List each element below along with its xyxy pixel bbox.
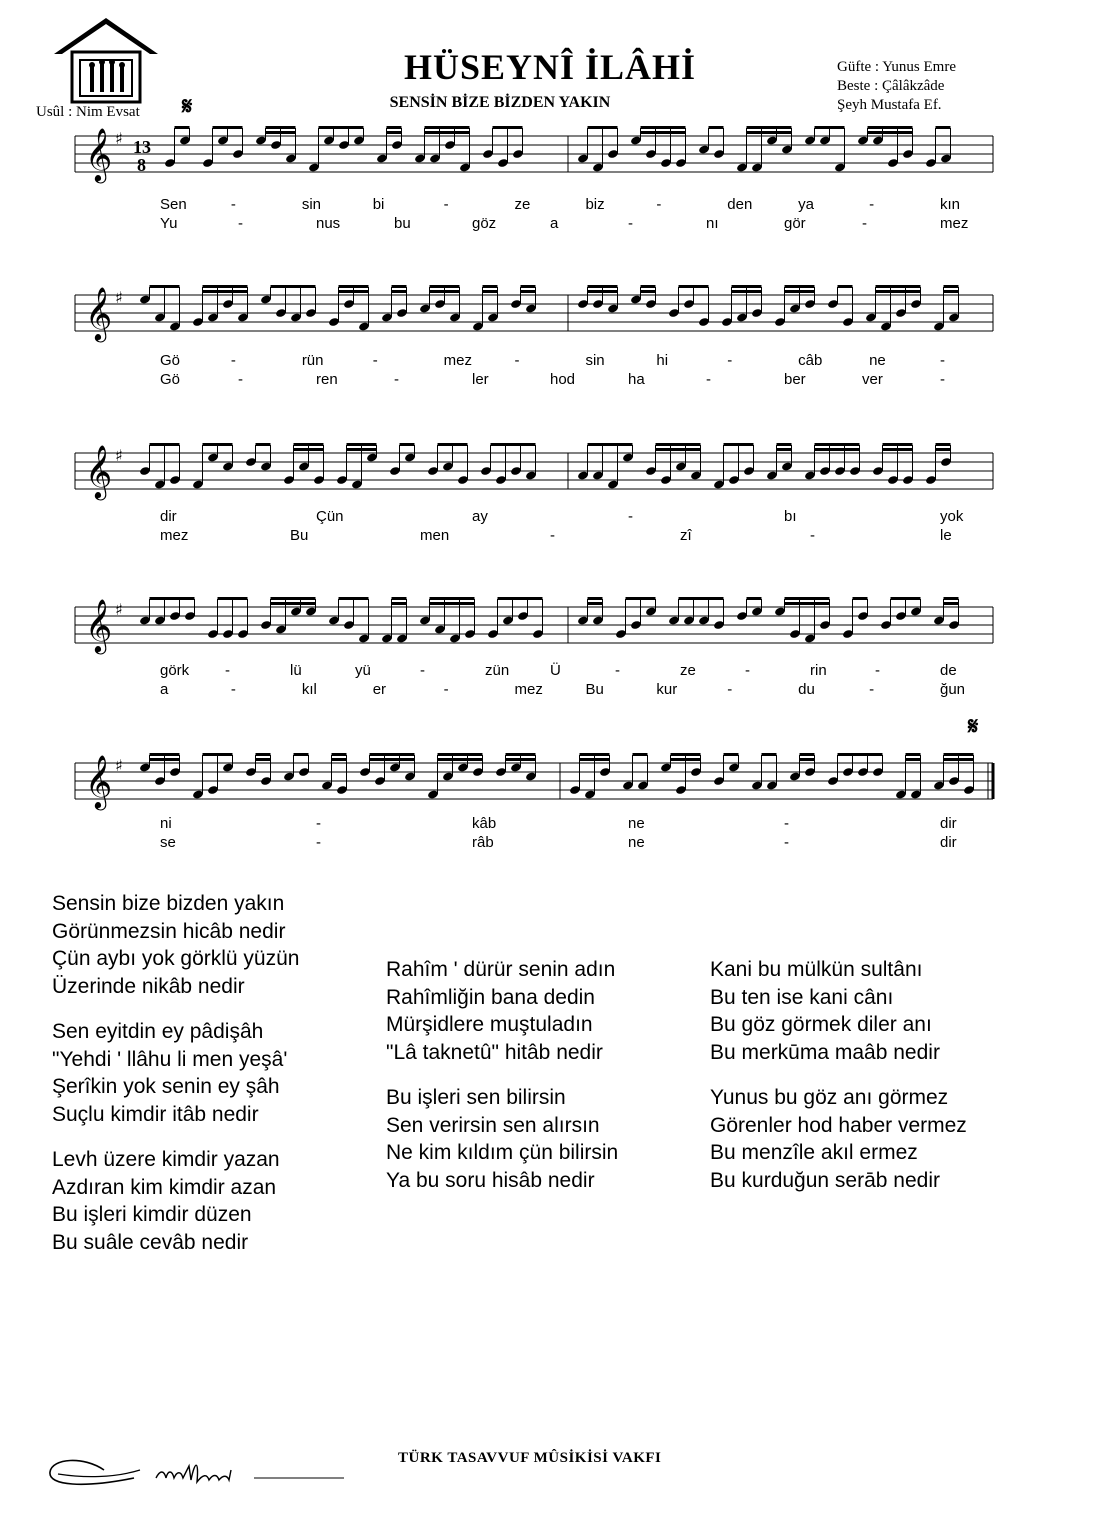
lyric-syllable: - (316, 815, 321, 832)
lyric-syllable: - (628, 215, 633, 232)
treble-clef-icon: 𝄞 (85, 127, 113, 181)
lyric-syllable: - (420, 662, 425, 679)
lyric-syllable: kur (656, 681, 678, 698)
lyric-syllable: - (514, 352, 520, 369)
treble-clef-icon: 𝄞 (85, 444, 113, 498)
time-signature-top: 13 (133, 137, 151, 157)
lyric-syllable: - (628, 508, 633, 525)
verse-line: "Lâ taknetû" hitâb nedir (386, 1040, 603, 1064)
segno-start: 𝄋 (182, 92, 193, 120)
lyric-syllable: kıl (301, 681, 317, 698)
lyric-syllable: mez (443, 352, 472, 369)
lyric-syllable: - (615, 662, 620, 679)
verse-line: Bu kurduğun serāb nedir (710, 1168, 940, 1192)
lyric-syllable: ne (628, 815, 645, 832)
signature (44, 1448, 354, 1498)
lyric-syllable: - (706, 371, 711, 388)
verse-line: Bu ten ise kani cânı (710, 985, 894, 1009)
verse-line: Şerîkin yok senin ey şâh (52, 1075, 280, 1098)
treble-clef-icon: 𝄞 (85, 754, 113, 808)
lyric-syllable: rün (301, 352, 324, 369)
page-title: HÜSEYNÎ İLÂHİ (403, 47, 697, 87)
lyric-syllable: ren (316, 371, 338, 388)
segno-end: 𝄋 (968, 712, 979, 740)
lyric-syllable: - (875, 662, 880, 679)
verse-line: Mürşidlere muştuladın (386, 1013, 593, 1036)
lyric-syllable: rin (810, 662, 827, 679)
lyric-syllable: mez (160, 527, 189, 544)
lyric-syllable: Ü (550, 662, 561, 679)
verse-line: Ya bu soru hisâb nedir (386, 1168, 595, 1192)
usul-label: Usûl : Nim Evsat (36, 104, 140, 120)
credit-composer-name: Şeyh Mustafa Ef. (837, 97, 942, 113)
lyric-syllable: - (316, 834, 321, 851)
lyric-syllable: - (443, 681, 449, 698)
lyric-syllable: yü (355, 662, 371, 679)
lyric-syllable: - (869, 681, 875, 698)
verse-line: Levh üzere kimdir yazan (52, 1148, 280, 1171)
lyric-syllable: zün (485, 662, 510, 679)
verse-line: Bu işleri sen bilirsin (386, 1086, 566, 1109)
key-sharp-icon: ♯ (115, 756, 123, 775)
lyric-syllable: - (550, 527, 555, 544)
verse-line: Suçlu kimdir itâb nedir (52, 1102, 259, 1126)
lyric-syllable: du (798, 681, 815, 698)
lyric-syllable: ler (472, 371, 489, 388)
lyric-syllable: - (238, 215, 243, 232)
page-subtitle: SENSİN BİZE BİZDEN YAKIN (389, 94, 611, 111)
lyric-syllable: ni (160, 815, 172, 832)
verse-line: Görünmezsin hicâb nedir (52, 919, 286, 943)
lyric-syllable: kın (940, 196, 961, 213)
lyric-syllable: - (784, 815, 789, 832)
lyric-syllable: görk (160, 662, 190, 679)
treble-clef-icon: 𝄞 (85, 598, 113, 652)
verse-line: Bu merkūma maâb nedir (710, 1040, 940, 1064)
lyric-syllable: - (372, 352, 378, 369)
lyric-syllable: - (869, 196, 875, 213)
lyric-syllable: - (940, 352, 945, 369)
verse-column-1 (52, 890, 299, 1256)
verse-line: Bu işleri kimdir düzen (52, 1203, 252, 1226)
lyric-syllable: - (656, 196, 662, 213)
lyric-syllable: Bu (585, 681, 604, 698)
key-sharp-icon: ♯ (115, 446, 123, 465)
lyric-syllable: ber (784, 371, 806, 388)
lyric-syllable: dir (160, 508, 177, 525)
lyric-syllable: mez (514, 681, 543, 698)
staff-row (0, 577, 1100, 697)
lyric-syllable: er (372, 681, 387, 698)
lyric-syllable: Bu (290, 527, 309, 544)
lyric-syllable: nı (706, 215, 719, 232)
lyric-syllable: ne (869, 352, 886, 369)
lyric-syllable: - (230, 681, 236, 698)
lyric-syllable: ğun (940, 681, 966, 698)
staff-row (0, 423, 1100, 543)
lyric-syllable: le (940, 527, 952, 544)
lyric-syllable: dir (940, 834, 957, 851)
lyric-syllable: Gö (160, 352, 181, 369)
verse-line: Azdıran kim kimdir azan (52, 1175, 277, 1199)
lyric-syllable: sin (585, 352, 605, 369)
lyric-syllable: se (160, 834, 176, 851)
lyric-syllable: ze (514, 196, 531, 213)
lyric-syllable: ha (628, 371, 645, 388)
lyric-syllable: men (420, 527, 450, 544)
lyric-syllable: râb (472, 834, 494, 851)
verse-line: Sen eyitdin ey pâdişâh (52, 1020, 264, 1043)
lyric-syllable: a (550, 215, 559, 232)
verse-line: Sensin bize bizden yakın (52, 892, 285, 915)
lyric-syllable: bı (784, 508, 797, 525)
lyric-syllable: - (727, 352, 733, 369)
credit-composer: Beste : Çâlâkzâde (837, 78, 945, 94)
lyric-syllable: - (784, 834, 789, 851)
verse-column-2 (386, 956, 618, 1194)
lyric-syllable: nus (316, 215, 341, 232)
lyric-syllable: biz (585, 196, 605, 213)
lyric-syllable: sin (301, 196, 321, 213)
verse-column-3 (710, 956, 967, 1194)
lyric-syllable: dir (940, 815, 957, 832)
lyric-syllable: - (238, 371, 243, 388)
verse-line: Üzerinde nikâb nedir (52, 974, 245, 998)
lyric-syllable: ver (862, 371, 883, 388)
verse-line: Rahîm ' dürür senin adın (386, 958, 616, 981)
time-signature-bottom: 8 (137, 155, 146, 175)
lyric-syllable: bi (372, 196, 385, 213)
verse-line: "Yehdi ' llâhu li men yeşâ' (52, 1047, 288, 1071)
lyric-syllable: lü (290, 662, 302, 679)
lyric-syllable: - (230, 196, 236, 213)
lyric-syllable: de (940, 662, 957, 679)
lyric-syllable: - (810, 527, 815, 544)
verse-line: Kani bu mülkün sultânı (710, 958, 923, 981)
lyric-syllable: den (727, 196, 753, 213)
verse-line: Bu menzîle akıl ermez (710, 1141, 918, 1164)
treble-clef-icon: 𝄞 (85, 286, 113, 340)
lyric-syllable: Yu (160, 215, 178, 232)
lyric-syllable: Gö (160, 371, 181, 388)
key-sharp-icon: ♯ (115, 600, 123, 619)
lyric-syllable: - (940, 371, 945, 388)
verse-line: Bu göz görmek diler anı (710, 1013, 932, 1036)
lyric-syllable: hi (656, 352, 669, 369)
lyric-syllable: göz (472, 215, 497, 232)
lyric-syllable: - (745, 662, 750, 679)
lyric-syllable: mez (940, 215, 969, 232)
verse-line: Görenler hod haber vermez (710, 1113, 967, 1137)
verse-line: Bu suâle cevâb nedir (52, 1230, 249, 1254)
lyric-syllable: ya (798, 196, 815, 213)
lyric-syllable: - (727, 681, 733, 698)
lyric-syllable: - (394, 371, 399, 388)
lyric-syllable: Çün (316, 508, 344, 525)
lyric-syllable: - (225, 662, 230, 679)
lyric-syllable: a (160, 681, 169, 698)
verse-line: Çün aybı yok görklü yüzün (52, 947, 300, 970)
verse-line: Ne kim kıldım çün bilirsin (386, 1141, 619, 1164)
lyric-syllable: kâb (472, 815, 497, 832)
key-sharp-icon: ♯ (115, 288, 123, 307)
lyric-syllable: - (862, 215, 867, 232)
lyric-syllable: zî (680, 527, 692, 544)
lyric-syllable: - (443, 196, 449, 213)
lyric-syllable: bu (394, 215, 411, 232)
footer-publisher: TÜRK TASAVVUF MÛSİKİSİ VAKFI (398, 1450, 662, 1466)
lyric-syllable: ze (680, 662, 696, 679)
lyric-syllable: ay (472, 508, 488, 525)
lyric-syllable: câb (798, 352, 823, 369)
lyric-syllable: yok (940, 508, 964, 525)
lyric-syllable: - (230, 352, 236, 369)
verse-line: Rahîmliğin bana dedin (386, 985, 595, 1009)
key-sharp-icon: ♯ (115, 129, 123, 148)
lyric-syllable: gör (784, 215, 806, 232)
lyric-syllable: Sen (160, 196, 187, 213)
credit-lyricist: Güfte : Yunus Emre (837, 59, 957, 75)
lyric-syllable: ne (628, 834, 645, 851)
verse-line: Yunus bu göz anı görmez (710, 1086, 949, 1109)
verse-line: Sen verirsin sen alırsın (386, 1113, 600, 1137)
lyric-syllable: hod (550, 371, 576, 388)
